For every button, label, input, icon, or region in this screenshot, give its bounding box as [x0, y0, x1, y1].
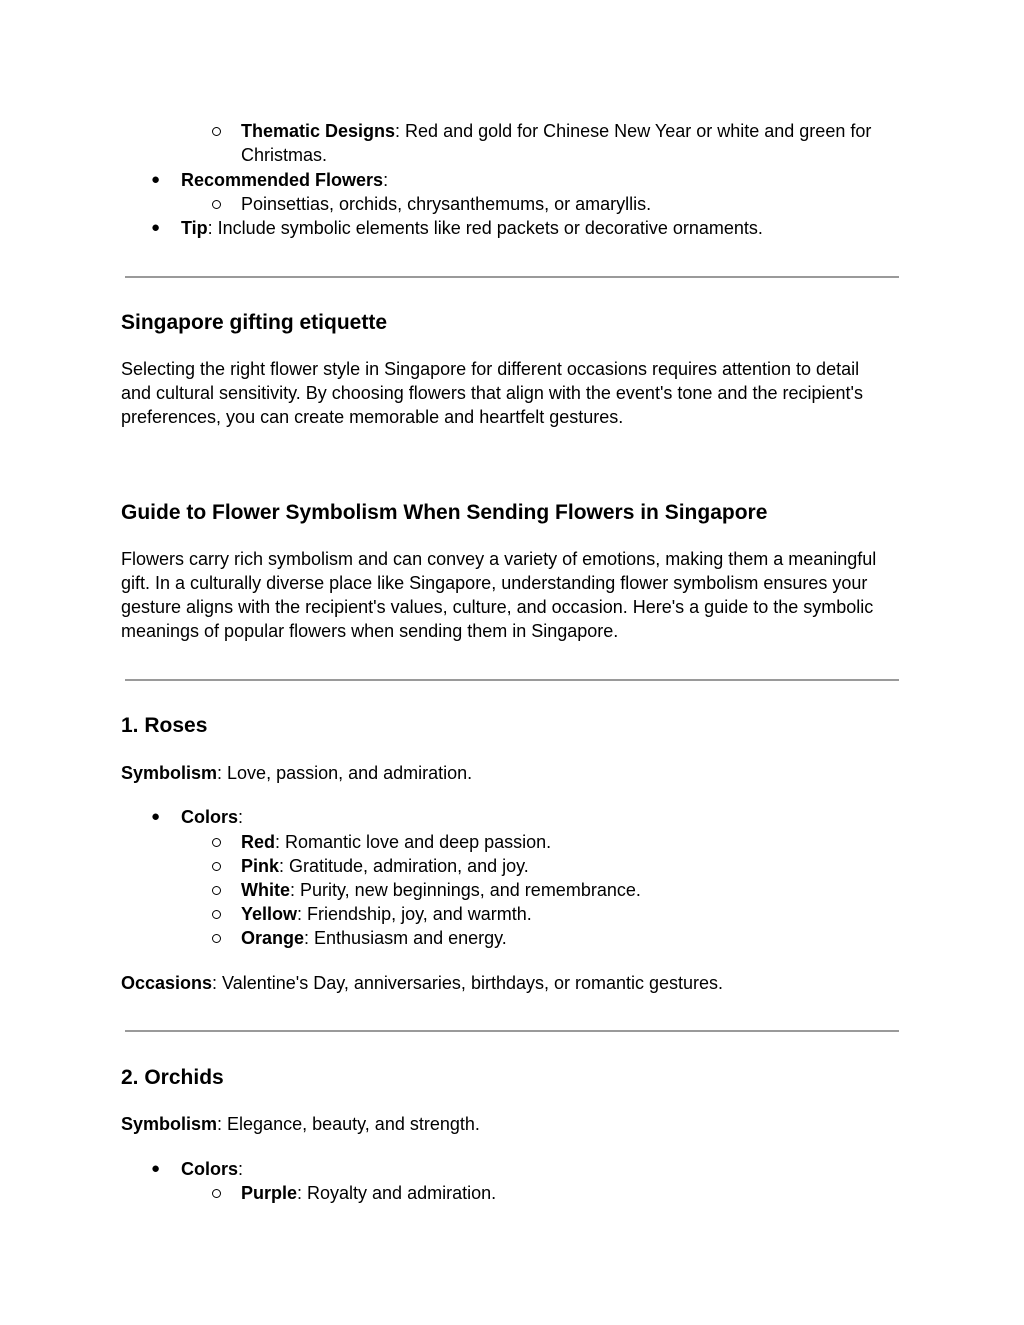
orchids-heading: 2. Orchids: [121, 1066, 224, 1089]
bullet: ●: [151, 808, 161, 825]
roses-symbolism: Symbolism: Love, passion, and admiration.: [121, 763, 473, 783]
bullet: ●: [151, 171, 161, 188]
etiquette-heading: Singapore gifting etiquette: [121, 311, 387, 334]
rose-color-item: Pink: Gratitude, admiration, and joy.: [241, 856, 529, 876]
guide-paragraph-line: gesture aligns with the recipient's values, culture, and occasion. Here's a guide to the symbolic: [121, 597, 874, 617]
horizontal-rule: [125, 679, 899, 681]
etiquette-paragraph-line: preferences, you can create memorable and heartfelt gestures.: [121, 407, 624, 427]
tip-label: Tip: [181, 218, 208, 238]
orchids-colors-item: Colors:: [181, 1159, 244, 1179]
etiquette-paragraph-line: Selecting the right flower style in Singapore for different occasions requires attention to detail: [121, 359, 860, 379]
thematic-designs-item: Thematic Designs: Red and gold for Chinese New Year or white and green for: [241, 121, 872, 141]
rose-color-item: Orange: Enthusiasm and energy.: [241, 928, 507, 948]
sub-bullet: [212, 127, 221, 136]
sub-bullet: [212, 838, 221, 847]
rose-color-item: Red: Romantic love and deep passion.: [241, 832, 552, 852]
roses-colors-item: Colors:: [181, 807, 244, 827]
sub-bullet: [212, 934, 221, 943]
symbolism-label: Symbolism: [121, 1114, 218, 1134]
bullet: ●: [151, 1160, 161, 1177]
orchid-color-item: Purple: Royalty and admiration.: [241, 1183, 497, 1203]
thematic-designs-continuation: Christmas.: [241, 145, 328, 165]
guide-heading: Guide to Flower Symbolism When Sending Flowers in Singapore: [121, 501, 768, 524]
sub-bullet: [212, 1189, 221, 1198]
tip-item: Tip: Include symbolic elements like red packets or decorative ornaments.: [181, 218, 763, 238]
bullet: ●: [151, 219, 161, 236]
sub-bullet: [212, 886, 221, 895]
colors-label: Colors: [181, 807, 239, 827]
recommended-flowers-list: Poinsettias, orchids, chrysanthemums, or amaryllis.: [241, 194, 652, 214]
symbolism-label: Symbolism: [121, 763, 218, 783]
guide-paragraph-line: gift. In a culturally diverse place like Singapore, understanding flower symbolism ensures your: [121, 573, 868, 593]
horizontal-rule: [125, 1030, 899, 1032]
horizontal-rule: [125, 276, 899, 278]
roses-heading: 1. Roses: [121, 714, 208, 737]
colors-label: Colors: [181, 1159, 239, 1179]
guide-paragraph-line: Flowers carry rich symbolism and can convey a variety of emotions, making them a meaningful: [121, 549, 877, 569]
sub-bullet: [212, 910, 221, 919]
recommended-flowers-label: Recommended Flowers: [181, 170, 384, 190]
sub-bullet: [212, 200, 221, 209]
guide-paragraph-line: meanings of popular flowers when sending them in Singapore.: [121, 621, 619, 641]
occasions-label: Occasions: [121, 973, 213, 993]
etiquette-paragraph-line: and cultural sensitivity. By choosing flowers that align with the event's tone and the recipient's: [121, 383, 863, 403]
rose-color-item: White: Purity, new beginnings, and remembrance.: [241, 880, 641, 900]
sub-bullet: [212, 862, 221, 871]
orchids-symbolism: Symbolism: Elegance, beauty, and strength.: [121, 1114, 480, 1134]
roses-occasions: Occasions: Valentine's Day, anniversaries, birthdays, or romantic gestures.: [121, 973, 724, 993]
thematic-designs-label: Thematic Designs: [241, 121, 396, 141]
recommended-flowers-item: Recommended Flowers:: [181, 170, 389, 190]
rose-color-item: Yellow: Friendship, joy, and warmth.: [241, 904, 532, 924]
